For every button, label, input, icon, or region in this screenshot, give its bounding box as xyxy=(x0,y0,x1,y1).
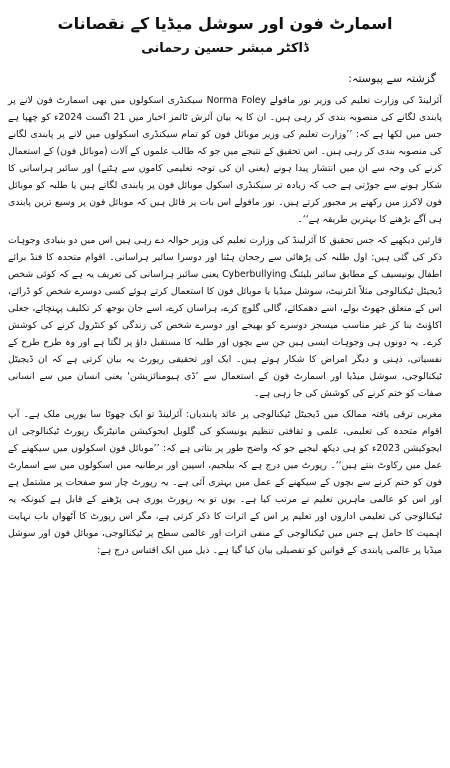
paragraph: مغربی ترقی یافتہ ممالک میں ڈیجیٹل ٹیکنالوجی پر عائد پابندیاں: آئرلینڈ تو ایک چھوٹا سا یورپی ملک ہے۔ آپ اقوام متحدہ کی تعلیمی، علمی و ثقافتی تنظیم یونیسکو کی گلوبل ایجوکیشن مانیٹرنگ رپورٹ ٹیکنالوجی ان ایجوکیشن 2023ء کو ہی دیکھ لیجیے جو کہ واضح طور پر بتاتی ہے کہ: ’’موبائل فون اسکولوں میں سیکھنے کے عمل میں رکاوٹ بنتے ہیں‘‘۔ رپورٹ میں درج ہے کہ بیلجیم، اسپین اور برطانیہ میں اسکولوں میں سے اسمارٹ فون کو ختم کرنے سے بچوں کے سیکھنے کے عمل میں بہتری آئی ہے۔ یہ رپورٹ چار سو صفحات پر مشتمل ہے اور اس کو عالمی ماہرین تعلیم نے مرتب کیا ہے۔ یوں تو یہ رپورٹ پوری ہی پڑھنے کے قابل ہے کیونکہ یہ ٹیکنالوجی کی تعلیمی اداروں اور تعلیم پر اس کے اثرات کا ذکر کرتی ہے، مگر اس رپورٹ کا آٹھواں باب نہایت اہمیت کا حامل ہے جس میں ٹیکنالوجی کے منفی اثرات اور عالمی سطح پر ٹیکنالوجی، موبائل فون اور سوشل میڈیا پر عالمی پابندی کے قوانین کو تفصیلی بیان کیا گیا ہے۔ ذیل میں ایک اقتباس درج ہے: xyxy=(8,409,442,556)
paragraph: آئرلینڈ کی وزارت تعلیم کی وزیر نور مافولے Norma Foley سیکنڈری اسکولوں میں بھی اسمارٹ فون لانے پر پابندی لگانے کی منصوبہ بندی کر رہی ہیں۔ ان کا یہ بیان آئرش ٹائمز اخبار میں 21 اگست 2024ء کو چھپا ہے جس میں لکھا ہے کہ: ’’وزارت تعلیم کی وزیر موبائل فون کو تمام سیکنڈری اسکولوں میں لانے پر پابندی لگانے کی منصوبہ بندی کر رہی ہیں۔ اس تحقیق کے نتیجے میں جو کہ طالب علموں کے آلات (موبائل فون) کے استعمال کرنے کی وجہ سے ان میں انتشار پیدا ہونے (یعنی ان کی توجہ تعلیمی کاموں سے ہٹنے) اور سائبر ہراسانی کا شکار ہونے سے جوڑتی ہے جب کہ زیادہ تر سیکنڈری اسکول موبائل فون پر پابندی لگاتے ہیں یا طلبہ کو موبائل فون لاکرز میں رکھنے پر مجبور کرتے ہیں۔ نور مافولے اس بات پر قائل ہیں کہ موبائل فون پر وسیع ترین پابندی ہی آگے بڑھنے کا بہترین طریقہ ہے‘‘۔ xyxy=(8,95,442,225)
article-title: اسمارٹ فون اور سوشل میڈیا کے نقصانات xyxy=(57,14,393,33)
author-name: ڈاکٹر مبشر حسین رحمانی xyxy=(141,41,309,56)
paragraph: قارئین دیکھیے کہ جس تحقیق کا آئرلینڈ کی وزارت تعلیم کی وزیر حوالہ دے رہی ہیں اس میں دو بنیادی وجوہات ذکر کی گئی ہیں: اول طلبہ کی پڑھائی سے رجحان ہٹنا اور دوسرا سائبر ہراسانی۔ اقوام متحدہ کا فنڈ برائے اطفال یونیسیف کے مطابق سائبر بلیئنگ Cyberbullying یعنی سائبر ہراسانی کی تعریف یہ ہے کہ کوئی شخص ڈیجیٹل ٹیکنالوجی مثلاً انٹرنیٹ، سوشل میڈیا یا موبائل فون کا استعمال کرتے ہوئے کسی دوسرے شخص کو ڈرائے، اس کے متعلق جھوٹ بولے، اسے دھمکائے، گالی گلوچ کرے، ہراساں کرے، اسے جان بوجھ کر تکلیف پہنچائے، جعلی اکاؤنٹ بنا کر غیر مناسب میسجز دوسرے کو بھیجے اور دوسرے شخص کی زندگی کو کنٹرول کرنے کی کوشش کرے۔ یہ دونوں ہی وجوہات ایسی ہیں جن سے بچوں اور طلبہ کا مستقبل داؤ پر لگتا ہے اور وہ طرح طرح کے نفسیاتی، ذہنی و دیگر امراض کا شکار ہوتے ہیں۔ ایک اور تحقیقی رپورٹ یہ بیان کرتی ہے کہ ان ڈیجیٹل ٹیکنالوجی، سوشل میڈیا اور اسمارٹ فون کے استعمال سے ’ڈی ہیومنائزیشن‘ یعنی انسان میں سے انسانی صفات کو ختم کرنے کی کوشش کی جا رہی ہے۔ xyxy=(8,235,442,399)
continuation-note: گزشتہ سے پیوستہ: xyxy=(348,72,436,85)
